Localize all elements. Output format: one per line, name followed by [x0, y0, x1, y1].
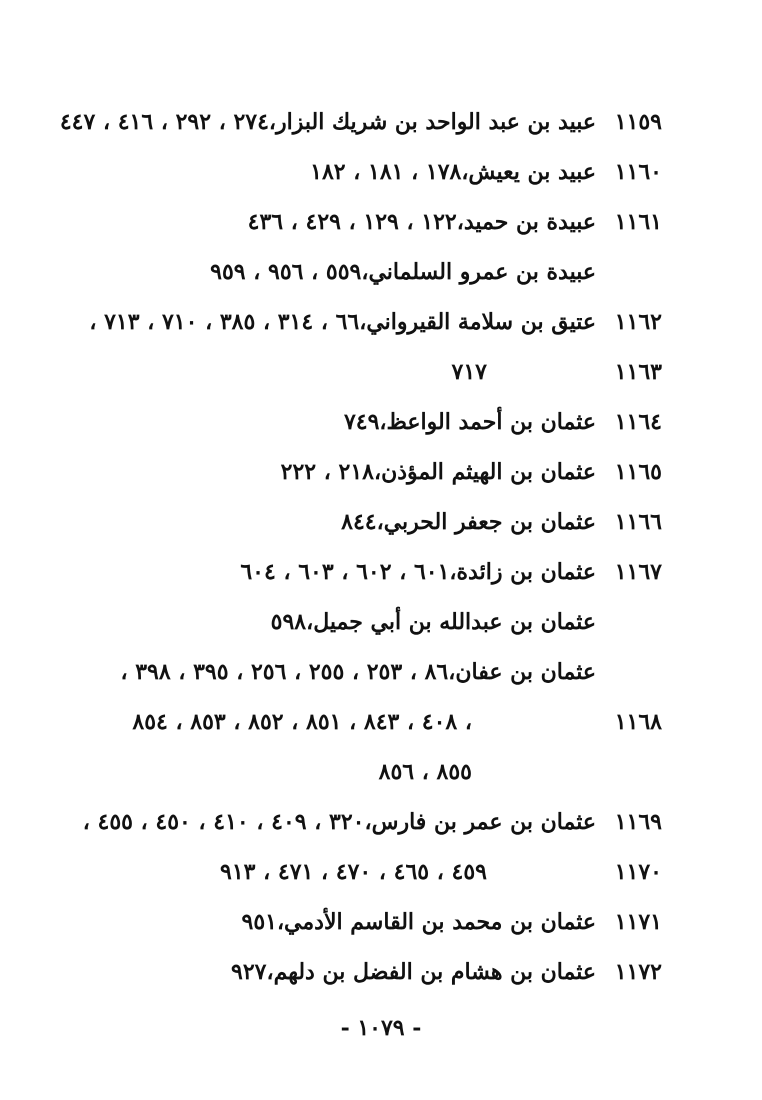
index-entry: [100, 452, 662, 492]
entry-text: ٤٥٩ ، ٤٦٥ ، ٤٧٠ ، ٤٧١ ، ٩١٣: [220, 859, 487, 885]
entry-text: عبيدة بن حميد،١٢٢ ، ١٢٩ ، ٤٢٩ ، ٤٣٦: [247, 209, 596, 235]
entry-text: عثمان بن الهيثم المؤذن،٢١٨ ، ٢٢٢: [280, 459, 596, 485]
page-number: - ١٠٧٩ -: [340, 1015, 422, 1041]
index-entry: [100, 502, 662, 542]
entry-number: ١١٦٩: [614, 809, 662, 835]
entry-number: ١١٦٢: [614, 309, 662, 335]
entry-text: عبيد بن عبد الواحد بن شريك البزار،٢٧٤ ، ٢٩٢ ، ٤١٦ ، ٤٤٧: [59, 109, 596, 135]
index-entry: [100, 852, 662, 892]
index-entry: [82, 802, 662, 842]
index-entry: [100, 202, 662, 242]
entry-number: ١١٥٩: [614, 109, 662, 135]
index-entry: [89, 302, 662, 342]
entry-number: ١١٧٠: [614, 859, 662, 885]
index-entry: [100, 702, 662, 742]
entry-number: ١١٦١: [614, 209, 662, 235]
entry-text: عثمان بن عفان،٨٦ ، ٢٥٣ ، ٢٥٥ ، ٢٥٦ ، ٣٩٥ ، ٣٩٨ ،: [120, 659, 596, 685]
entry-number: ١١٧٢: [614, 959, 662, 985]
index-entry: [100, 902, 662, 942]
index-entry-continuation: [100, 602, 662, 642]
index-entry-continuation: [100, 252, 662, 292]
index-entry: [100, 552, 662, 592]
index-entry-continuation: [100, 652, 662, 692]
entry-text: عثمان بن عمر بن فارس،٣٢٠ ، ٤٠٩ ، ٤١٠ ، ٤٥٠ ، ٤٥٥ ،: [82, 809, 596, 835]
entry-text: عبيدة بن عمرو السلماني،٥٥٩ ، ٩٥٦ ، ٩٥٩: [210, 259, 596, 285]
entry-number: ١١٦٣: [614, 359, 662, 385]
entry-number: ١١٦٤: [614, 409, 662, 435]
entry-text: عثمان بن أحمد الواعظ،٧٤٩: [343, 409, 596, 435]
index-entry: [100, 152, 662, 192]
entry-number: ١١٦٠: [614, 159, 662, 185]
index-entry: [100, 402, 662, 442]
entry-text: عبيد بن يعيش،١٧٨ ، ١٨١ ، ١٨٢: [310, 159, 596, 185]
entry-text: عثمان بن محمد بن القاسم الأدمي،٩٥١: [241, 909, 596, 935]
entry-number: ١١٦٧: [614, 559, 662, 585]
entry-number: ١١٦٨: [614, 709, 662, 735]
index-entry-continuation: [100, 752, 662, 792]
entry-number: ١١٦٦: [614, 509, 662, 535]
entry-text: عثمان بن عبدالله بن أبي جميل،٥٩٨: [270, 609, 596, 635]
index-entry: [59, 102, 662, 142]
entry-text: عثمان بن زائدة،٦٠١ ، ٦٠٢ ، ٦٠٣ ، ٦٠٤: [240, 559, 596, 585]
entry-text: ٨٥٥ ، ٨٥٦: [378, 759, 472, 785]
index-entry: [100, 352, 662, 392]
entry-text: ٧١٧: [451, 359, 487, 385]
entry-number: ١١٦٥: [614, 459, 662, 485]
entry-number: ١١٧١: [614, 909, 662, 935]
entry-text: عثمان بن هشام بن الفضل بن دلهم،٩٢٧: [231, 959, 596, 985]
entry-text: عثمان بن جعفر الحربي،٨٤٤: [341, 509, 596, 535]
index-entry: [100, 952, 662, 992]
entry-text: عتيق بن سلامة القيرواني،٦٦ ، ٣١٤ ، ٣٨٥ ، ٧١٠ ، ٧١٣ ،: [89, 309, 596, 335]
entry-text: ٤٠٨ ، ٨٤٣ ، ٨٥١ ، ٨٥٢ ، ٨٥٣ ، ٨٥٤ ،: [132, 709, 472, 735]
